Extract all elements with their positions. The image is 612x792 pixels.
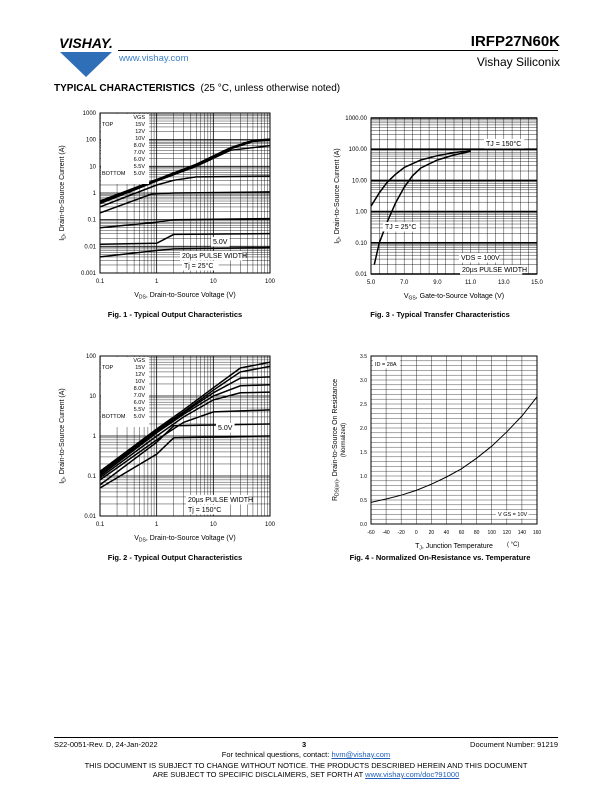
y-axis-label: $I_D$, Drain-to-Source Current (A) [59, 145, 68, 241]
legend-entry: 7.0V [133, 150, 145, 156]
annotation-label: Tj = 25°C [184, 263, 214, 270]
y-axis-label: $R_{DS(on)}$, Drain-to-Source On Resistance [332, 378, 341, 502]
legend-entry: 8.0V [133, 143, 145, 149]
x-tick-label: -60 [367, 530, 375, 536]
series-line-7 [100, 234, 270, 245]
x-tick-label: 0 [414, 530, 418, 536]
annotation-label: 20µs PULSE WIDTH [182, 253, 248, 260]
x-tick-label: 1 [154, 522, 159, 528]
legend-entry: 5.5V [133, 407, 145, 413]
disclaimer-prefix: ARE SUBJECT TO SPECIFIC DISCLAIMERS, SET FORTH AT [152, 770, 366, 779]
section-title: TYPICAL CHARACTERISTICS [54, 83, 195, 94]
footer-rule [54, 737, 558, 738]
legend-header: VGS [133, 115, 145, 121]
y-tick-label: 0.5 [360, 498, 367, 504]
y-tick-label: 100 [85, 137, 96, 144]
disclaimer-line2 [54, 770, 558, 779]
legend-entry: 10V [135, 379, 145, 385]
legend-bottom-label: BOTTOM [102, 414, 126, 420]
fig2-caption: Fig. 2 - Typical Output Characteristics [107, 553, 243, 562]
contact-email-link[interactable]: hvm@vishay.com [331, 750, 391, 759]
y-axis-label: $I_D$, Drain-to-Source Current (A) [59, 388, 68, 484]
series-line-1 [371, 397, 537, 503]
x-tick-label: 20 [428, 530, 435, 536]
vishay-logo [56, 30, 116, 78]
legend-header: VGS [133, 358, 145, 364]
x-tick-label: 100 [487, 530, 496, 536]
x-tick-label: 0.1 [95, 522, 105, 528]
x-axis-label: $V_{DS}$, Drain-to-Source Voltage (V) [134, 292, 236, 301]
x-tick-label: 60 [458, 530, 465, 536]
legend-entry: 6.0V [133, 157, 145, 163]
x-tick-label: 100 [264, 279, 276, 285]
legend-bottom-label: BOTTOM [102, 171, 126, 177]
disclaimer-line1: THIS DOCUMENT IS SUBJECT TO CHANGE WITHOUT NOTICE. THE PRODUCTS DESCRIBED HEREIN AND THIS DOCUMENT [84, 761, 528, 770]
x-tick-label: 11.0 [464, 280, 477, 286]
legend-entry: 5.0V [133, 414, 145, 420]
legend-top-label: TOP [102, 365, 114, 371]
annotation-label: TJ = 150°C [486, 141, 522, 148]
annotation-label: TJ = 25°C [385, 224, 417, 231]
series-line-5 [100, 192, 270, 213]
fig2-chart [50, 348, 290, 548]
legend-entry: 15V [135, 365, 145, 371]
y-tick-label: 1.00 [355, 209, 367, 216]
y-tick-label: 3.5 [360, 354, 367, 360]
fig4-chart [325, 350, 555, 552]
x-tick-label: -20 [397, 530, 405, 536]
y-tick-label: 2.5 [360, 402, 367, 408]
legend-entry: 12V [135, 129, 145, 135]
legend-entry: 10V [135, 136, 145, 142]
y-tick-label: 100.00 [348, 147, 367, 154]
y-tick-label: 0.01 [84, 244, 96, 251]
legend-entry: 5.0V [133, 171, 145, 177]
section-condition: (25 °C, unless otherwise noted) [200, 83, 341, 94]
fig3-chart [325, 110, 555, 305]
x-tick-label: 120 [502, 530, 511, 536]
annotation-label: 5.0V [213, 239, 228, 246]
fig1-caption: Fig. 1 - Typical Output Characteristics [107, 310, 243, 319]
fig1-chart [50, 105, 290, 305]
x-tick-label: 10 [209, 279, 217, 285]
annotation-label: 5.0V [218, 425, 233, 432]
legend-top-label: TOP [102, 122, 114, 128]
y-tick-label: 1000.00 [345, 116, 367, 122]
legend-entry: 5.5V [133, 164, 145, 170]
legend-entry: 15V [135, 122, 145, 128]
y-tick-label: 2.0 [360, 426, 367, 432]
legend-entry: 12V [135, 372, 145, 378]
x-tick-label: 80 [473, 530, 480, 536]
x-axis-label: $V_{GS}$, Gate-to-Source Voltage (V) [403, 293, 505, 302]
x-axis-label: $V_{DS}$, Drain-to-Source Voltage (V) [134, 535, 236, 544]
x-tick-label: 9.0 [433, 280, 442, 286]
legend-entry: 6.0V [133, 400, 145, 406]
x-tick-label: 13.0 [497, 280, 510, 286]
y-tick-label: 0.001 [80, 271, 96, 277]
x-tick-label: 10 [209, 522, 217, 528]
part-number: IRFP27N60K [470, 33, 560, 50]
y-tick-label: 0.1 [87, 217, 96, 224]
y-tick-label: 10 [89, 394, 96, 400]
x-tick-label: 140 [517, 530, 527, 536]
y-tick-label: 1000 [82, 111, 96, 117]
annotation-label: V GS = 10V [498, 512, 528, 518]
x-tick-label: 40 [443, 530, 450, 536]
x-tick-label: 15.0 [531, 280, 543, 286]
page-number: 3 [302, 740, 307, 749]
y-tick-label: 0.10 [355, 240, 367, 247]
x-axis-label: $T_J$, Junction Temperature [415, 543, 493, 552]
annotation-label: 20µs PULSE WIDTH [462, 267, 528, 274]
brand-text: VISHAY. [59, 35, 113, 51]
x-tick-label: -40 [382, 530, 390, 536]
section-heading [54, 83, 340, 94]
y-tick-label: 0.1 [87, 474, 96, 480]
annotation-label: ID = 28A [375, 362, 397, 368]
legend-entry: 7.0V [133, 393, 145, 399]
x-tick-label: 1 [154, 279, 159, 285]
y-tick-label: 0.01 [84, 514, 96, 520]
y-tick-label: 1 [92, 191, 96, 197]
y-tick-label: 1.0 [360, 474, 367, 480]
doc-number: Document Number: 91219 [470, 740, 558, 749]
x-axis-unit: ( °C) [507, 542, 520, 548]
annotation-label: Tj = 150°C [188, 507, 222, 514]
company-name: Vishay Siliconix [476, 55, 560, 69]
y-tick-label: 3.0 [360, 378, 367, 384]
contact-line [54, 750, 558, 759]
y-tick-label: 1.5 [360, 450, 367, 456]
y-tick-label: 100 [85, 354, 96, 360]
logo-triangle-icon [60, 52, 112, 77]
y-axis-label-2: (Normalized) [341, 422, 347, 458]
y-tick-label: 0.0 [360, 522, 367, 528]
annotation-label: VDS = 100V [461, 255, 500, 262]
annotation-label: 20µs PULSE WIDTH [188, 497, 254, 504]
x-tick-label: 0.1 [95, 279, 105, 285]
disclaimer-link[interactable]: www.vishay.com/doc?91000 [365, 770, 460, 779]
x-tick-label: 7.0 [400, 280, 409, 286]
contact-prefix: For technical questions, contact: [221, 750, 332, 759]
legend-entry: 8.0V [133, 386, 145, 392]
x-tick-label: 160 [532, 530, 542, 536]
site-link[interactable]: www.vishay.com [119, 53, 189, 64]
x-tick-label: 5.0 [366, 280, 376, 286]
doc-revision: S22-0051-Rev. D, 24-Jan-2022 [54, 740, 158, 749]
fig4-caption: Fig. 4 - Normalized On-Resistance vs. Temperature [349, 553, 531, 562]
plot-frame [371, 356, 537, 524]
header-rule [118, 50, 558, 51]
y-tick-label: 1 [92, 434, 96, 440]
y-tick-label: 0.01 [355, 272, 367, 278]
fig3-caption: Fig. 3 - Typical Transfer Characteristics [370, 310, 510, 319]
y-axis-label: $I_D$, Drain-to-Source Current (A) [334, 148, 343, 244]
y-tick-label: 10 [89, 164, 96, 171]
x-tick-label: 100 [264, 522, 276, 528]
y-tick-label: 10.00 [351, 178, 367, 185]
